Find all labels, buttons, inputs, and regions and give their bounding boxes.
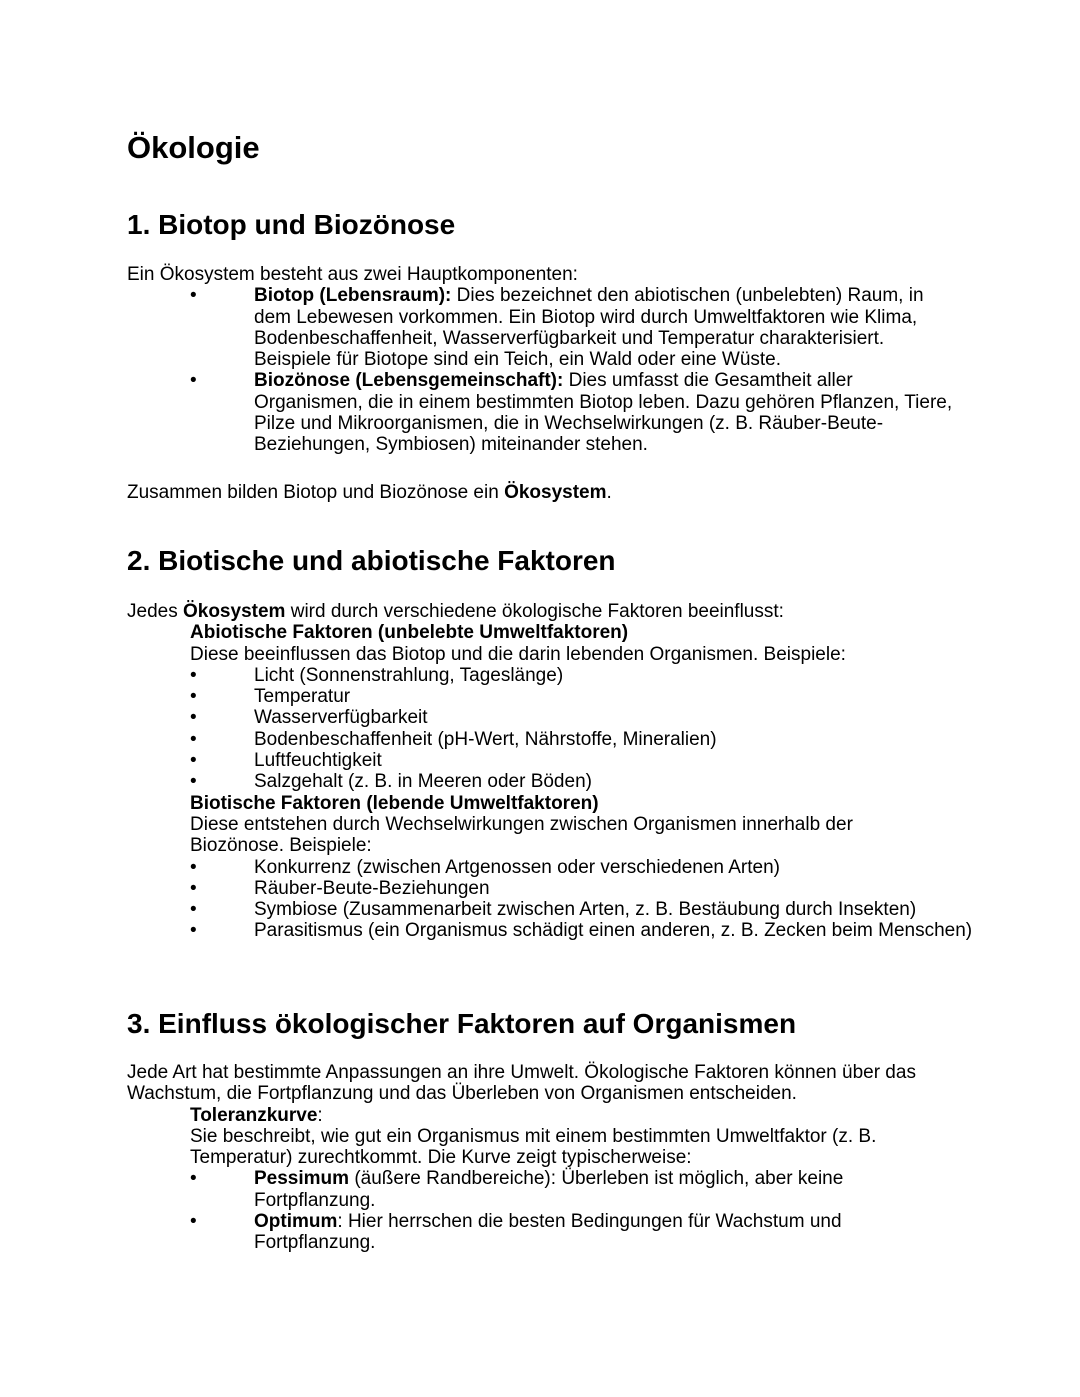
biotic-title: Biotische Faktoren (lebende Umweltfaktoren) (190, 792, 599, 814)
list-item (127, 899, 1014, 920)
biotic-list (127, 856, 973, 942)
biotop-definition: Dies bezeichnet den abiotischen (unbelebten) Raum, in dem Lebewesen vorkommen. Ein Biotop wird durch Umweltfaktoren wie Klima, Bodenbeschaffenheit, Wasserverfügbarkeit und Temperatur charakterisiert. Beispiele für Biotope sind ein Teich, ein Wald oder eine Wüste. (254, 285, 924, 371)
list-item (127, 1168, 864, 1211)
section-1-summary (127, 482, 967, 503)
biozoenose-definition: Dies umfasst die Gesamtheit aller Organismen, die in einem bestimmten Biotop leben. Dazu gehören Pflanzen, Tiere, Pilze und Mikroorganismen, die in Wechselwirkungen (z. B. Räuber-Beute-Beziehungen, Symbiosen) miteinander stehen. (254, 370, 953, 456)
list-item (127, 686, 1014, 707)
toleranzkurve-heading (127, 1105, 967, 1126)
list-item-text: Temperatur (254, 686, 351, 708)
list-item (127, 729, 1014, 750)
summary-bold: Ökosystem (504, 482, 607, 503)
list-item (127, 370, 954, 455)
bullet: • (190, 856, 197, 878)
intro-post: wird durch verschiedene ökologische Faktoren beeinflusst: (285, 601, 784, 622)
list-item (127, 878, 1014, 899)
bullet: • (190, 1168, 197, 1190)
section-1-body (127, 264, 967, 456)
list-item (127, 771, 1014, 792)
list-item-text: Symbiose (Zusammenarbeit zwischen Arten, z. B. Bestäubung durch Insekten) (254, 899, 917, 921)
list-item (127, 707, 1014, 728)
intro-bold: Ökosystem (182, 601, 286, 622)
abiotic-description: Diese beeinflussen das Biotop und die darin lebenden Organismen. Beispiele: (190, 643, 846, 665)
list-item-text: Licht (Sonnenstrahlung, Tageslänge) (254, 664, 564, 686)
section-2-heading: 2. Biotische und abiotische Faktoren (127, 545, 616, 576)
biotic-description-line-2: Biozönose. Beispiele: (190, 835, 372, 857)
section-3-heading: 3. Einfluss ökologischer Faktoren auf Organismen (127, 1008, 797, 1039)
list-item-text: Räuber-Beute-Beziehungen (254, 877, 490, 899)
bullet: • (190, 899, 197, 921)
bullet: • (190, 707, 197, 729)
bullet: • (190, 285, 197, 307)
section-1-intro: Ein Ökosystem besteht aus zwei Hauptkomponenten: (127, 264, 578, 285)
section-3-body (127, 1062, 967, 1254)
bullet: • (190, 771, 197, 793)
abiotic-title: Abiotische Faktoren (unbelebte Umweltfaktoren) (190, 622, 629, 644)
section-2-body (127, 601, 973, 942)
toleranzkurve-title: Toleranzkurve (190, 1104, 318, 1126)
bullet: • (190, 920, 197, 942)
term-optimum: Optimum (254, 1211, 338, 1233)
list-item (127, 857, 1014, 878)
bullet: • (190, 877, 197, 899)
section-1-heading: 1. Biotop und Biozönose (127, 209, 456, 240)
summary-text: Zusammen bilden Biotop und Biozönose ein (127, 482, 505, 503)
bullet: • (190, 728, 197, 750)
list-item-text: Salzgehalt (z. B. in Meeren oder Böden) (254, 771, 592, 793)
list-item (127, 665, 1014, 686)
toleranzkurve-description: Sie beschreibt, wie gut ein Organismus mit einem bestimmten Umweltfaktor (z. B. Temperatur) zurechtkommt. Die Kurve zeigt typischerweise: (190, 1125, 877, 1169)
list-item (127, 285, 954, 370)
list-item (127, 750, 1014, 771)
section-2-intro (127, 601, 967, 622)
list-item-text: Luftfeuchtigkeit (254, 750, 382, 772)
optimum-definition: : Hier herrschen die besten Bedingungen für Wachstum und Fortpflanzung. (254, 1211, 842, 1254)
abiotic-list (127, 665, 967, 793)
bullet: • (190, 1211, 197, 1233)
bullet: • (190, 370, 197, 392)
document-title: Ökologie (127, 130, 260, 165)
summary-end: . (606, 482, 612, 503)
pessimum-definition: (äußere Randbereiche): Überleben ist möglich, aber keine Fortpflanzung. (254, 1168, 844, 1211)
list-item-text: Parasitismus (ein Organismus schädigt einen anderen, z. B. Zecken beim Menschen) (254, 920, 973, 942)
term-biozoenose: Biozönose (Lebensgemeinschaft): (254, 370, 564, 392)
list-item-text: Wasserverfügbarkeit (254, 707, 428, 729)
biotic-description-line-1: Diese entstehen durch Wechselwirkungen zwischen Organismen innerhalb der (190, 813, 853, 835)
toleranzkurve-colon: : (317, 1104, 323, 1126)
intro-pre: Jedes (127, 601, 183, 622)
bullet: • (190, 664, 197, 686)
term-biotop: Biotop (Lebensraum): (254, 285, 452, 307)
bullet: • (190, 686, 197, 708)
bullet: • (190, 750, 197, 772)
term-pessimum: Pessimum (254, 1168, 350, 1190)
list-item (127, 920, 1014, 941)
list-item-text: Konkurrenz (zwischen Artgenossen oder verschiedenen Arten) (254, 856, 780, 878)
list-item (127, 1211, 884, 1254)
section-3-intro: Jede Art hat bestimmte Anpassungen an ihre Umwelt. Ökologische Faktoren können über das Wachstum, die Fortpflanzung und das Überleben von Organismen entscheiden. (127, 1062, 916, 1105)
list-item-text: Bodenbeschaffenheit (pH-Wert, Nährstoffe, Mineralien) (254, 728, 717, 750)
